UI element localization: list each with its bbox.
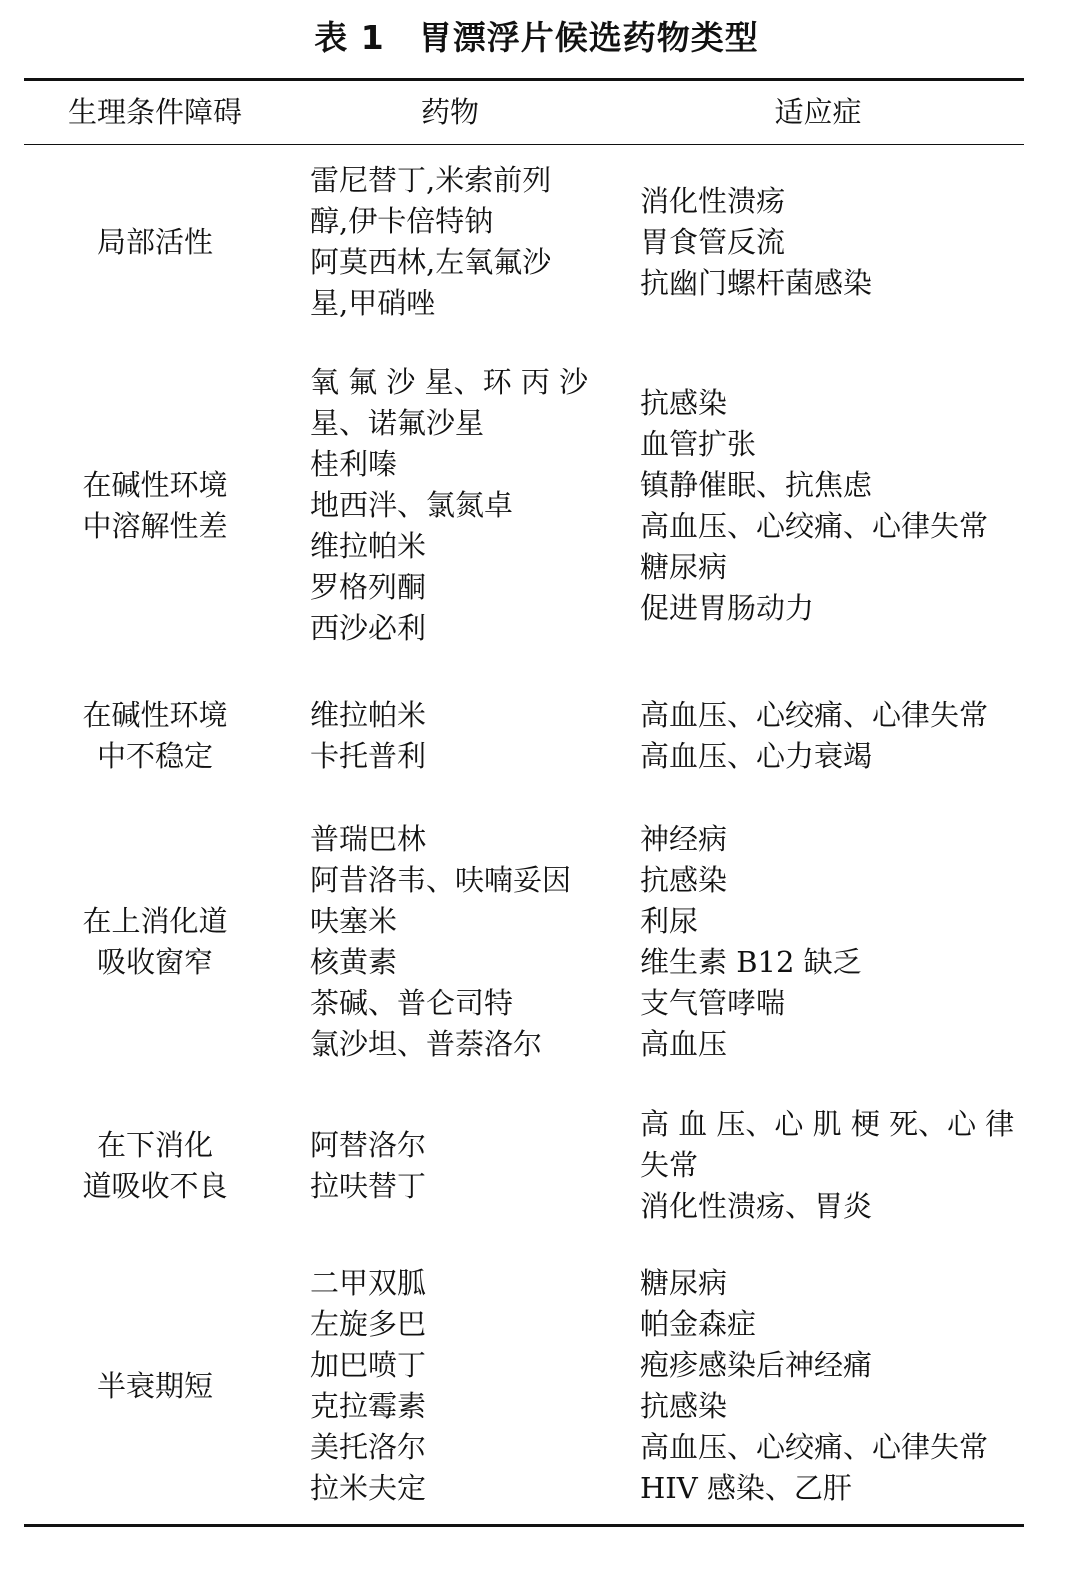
indication-line: HIV 感染、乙肝: [640, 1471, 852, 1505]
condition-line: 道吸收不良: [82, 1168, 228, 1203]
condition-cell: [30, 819, 280, 1065]
drug-line: 普瑞巴林: [310, 822, 427, 856]
condition-line: 中不稳定: [96, 739, 213, 773]
indication-line: 胃食管反流: [640, 225, 786, 259]
drug-line: 维拉帕米: [310, 529, 427, 563]
drug-line: 西沙必利: [310, 611, 427, 645]
header-indication: 适应症: [774, 95, 862, 129]
drug-line: 氯沙坦、普萘洛尔: [310, 1027, 543, 1061]
condition-line: 在碱性环境: [82, 467, 228, 502]
drug-line: 克拉霉素: [310, 1389, 427, 1423]
condition-line: 在上消化道: [82, 904, 228, 938]
indication-line: 抗感染: [640, 1389, 728, 1423]
drug-line: 核黄素: [310, 945, 398, 979]
indication-line: 神经病: [640, 822, 728, 856]
drug-line: 氧 氟 沙 星、环 丙 沙: [310, 365, 589, 399]
bottom-rule: [24, 1524, 1024, 1527]
condition-line: 吸收窗窄: [96, 945, 213, 979]
drug-line: 阿替洛尔: [310, 1128, 427, 1162]
indication-line: 高血压、心绞痛、心律失常: [640, 698, 989, 732]
drug-line: 美托洛尔: [310, 1430, 427, 1464]
indication-cell: [640, 181, 1020, 304]
indication-line: 糖尿病: [640, 1266, 728, 1300]
condition-cell: [30, 695, 280, 777]
drug-cell: [310, 160, 610, 324]
drug-line: 星、诺氟沙星: [310, 406, 485, 440]
indication-cell: [640, 819, 1020, 1065]
indication-line: 消化性溃疡、胃炎: [640, 1189, 873, 1223]
indication-line: 帕金森症: [640, 1307, 757, 1341]
header-condition: 生理条件障碍: [67, 95, 242, 129]
indication-line: 抗感染: [640, 863, 728, 897]
drug-line: 加巴喷丁: [310, 1348, 427, 1382]
condition-cell: [30, 160, 280, 324]
table-row: [0, 362, 1073, 649]
header-rule: [24, 144, 1024, 145]
top-rule: [24, 78, 1024, 81]
drug-cell: [310, 819, 610, 1065]
indication-line: 血管扩张: [640, 427, 757, 461]
drug-line: 维拉帕米: [310, 698, 427, 732]
table-row: [0, 695, 1073, 777]
table-row: [0, 819, 1073, 1065]
indication-line: 消化性溃疡: [640, 184, 786, 218]
indication-cell: [640, 695, 1020, 777]
condition-line: 在碱性环境: [82, 698, 228, 732]
indication-line: 支气管哮喘: [640, 986, 786, 1020]
table-row: [0, 1104, 1073, 1227]
indication-line: 高血压、心力衰竭: [640, 739, 873, 773]
indication-line: 高血压: [640, 1027, 728, 1061]
drug-line: 拉呋替丁: [310, 1169, 427, 1203]
indication-line: 失常: [640, 1148, 699, 1182]
drug-line: 茶碱、普仑司特: [310, 986, 514, 1020]
indication-cell: [640, 1263, 1020, 1509]
table-row: [0, 160, 1073, 324]
condition-line: 局部活性: [96, 224, 213, 259]
drug-line: 罗格列酮: [310, 570, 427, 604]
drug-cell: [310, 695, 610, 777]
indication-line: 疱疹感染后神经痛: [640, 1348, 873, 1382]
drug-line: 星,甲硝唑: [310, 286, 436, 320]
indication-cell: [640, 383, 1020, 629]
drug-line: 卡托普利: [310, 739, 427, 773]
indication-line: 抗幽门螺杆菌感染: [640, 266, 873, 300]
table-number: 表 1: [314, 18, 385, 57]
indication-line: 糖尿病: [640, 550, 728, 584]
indication-line: 镇静催眠、抗焦虑: [640, 468, 873, 502]
condition-cell: [30, 362, 280, 649]
drug-line: 二甲双胍: [310, 1266, 427, 1300]
condition-cell: [30, 1263, 280, 1509]
condition-cell: [30, 1104, 280, 1227]
table-caption: 胃漂浮片候选药物类型: [418, 18, 759, 57]
drug-line: 桂利嗪: [310, 447, 398, 481]
table-title: [0, 14, 1073, 62]
drug-line: 阿昔洛韦、呋喃妥因: [310, 863, 572, 897]
indication-line: 促进胃肠动力: [640, 591, 815, 625]
condition-line: 半衰期短: [96, 1368, 213, 1403]
condition-line: 在下消化: [96, 1127, 213, 1162]
drug-line: 雷尼替丁,米索前列: [310, 163, 552, 197]
indication-cell: [640, 1104, 1020, 1227]
indication-line: 高血压、心绞痛、心律失常: [640, 509, 989, 543]
drug-cell: [310, 1263, 610, 1509]
drug-line: 拉米夫定: [310, 1471, 427, 1505]
indication-line: 高血压、心绞痛、心律失常: [640, 1430, 989, 1464]
drug-cell: [310, 1125, 610, 1207]
drug-line: 左旋多巴: [310, 1307, 427, 1341]
drug-cell: [310, 362, 610, 649]
drug-line: 阿莫西林,左氧氟沙: [310, 245, 552, 279]
indication-line: 抗感染: [640, 386, 728, 420]
drug-line: 地西泮、氯氮卓: [310, 488, 514, 522]
drug-line: 醇,伊卡倍特钠: [310, 204, 494, 238]
condition-line: 中溶解性差: [82, 508, 228, 543]
indication-line: 维生素 B12 缺乏: [640, 945, 862, 979]
indication-line: 高 血 压、心 肌 梗 死、心 律: [640, 1107, 1015, 1141]
drug-line: 呋塞米: [310, 904, 398, 938]
table-row: [0, 1263, 1073, 1509]
header-drug: 药物: [420, 95, 479, 129]
indication-line: 利尿: [640, 904, 699, 938]
